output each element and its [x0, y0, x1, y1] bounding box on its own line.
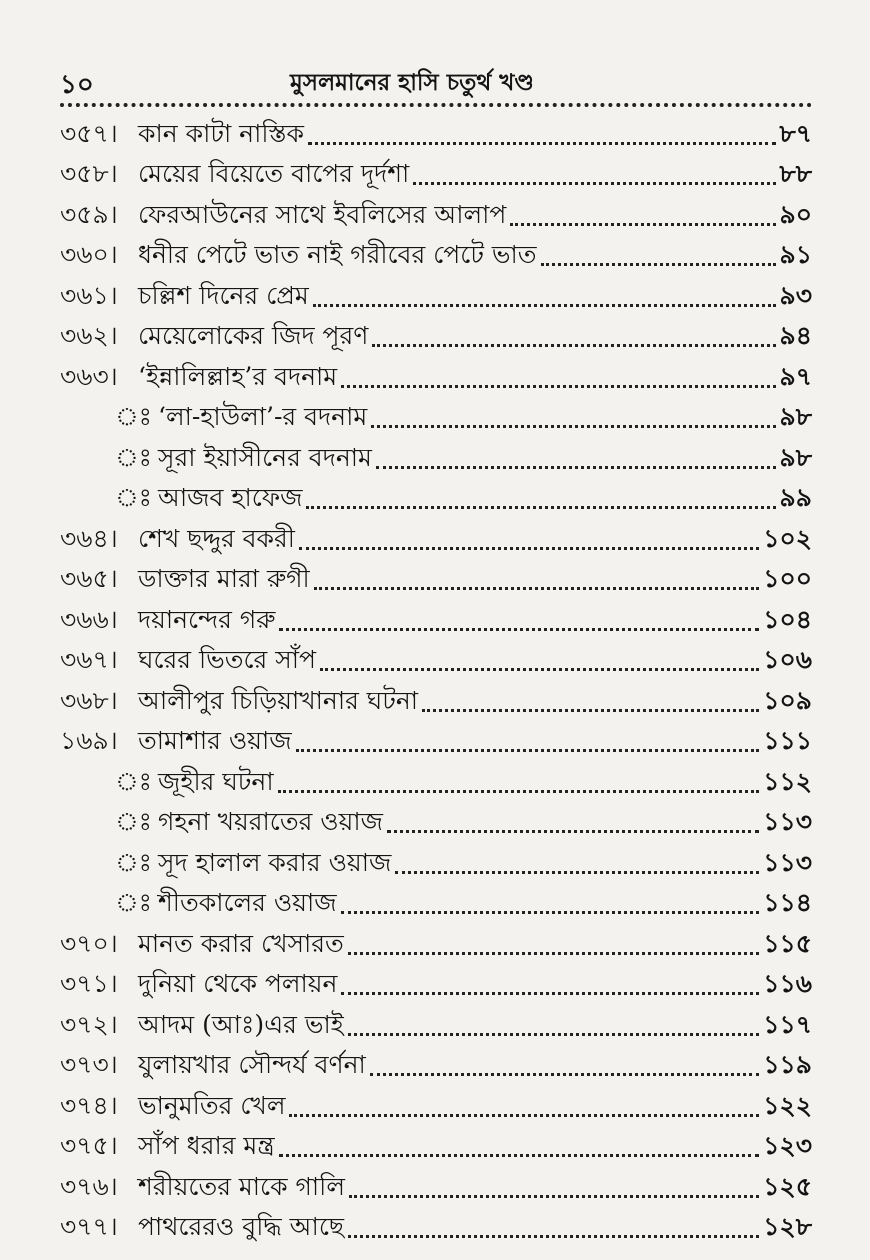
entry-title: ‘ইন্নালিল্লাহ’র বদনাম [138, 361, 338, 391]
entry-page-number: ১১২ [763, 766, 812, 796]
entry-page-number: ১০২ [763, 523, 812, 553]
dot-leader [341, 992, 759, 995]
entry-title: পাথরেরও বুদ্ধি আছে [138, 1212, 345, 1242]
toc-entry [60, 1047, 812, 1088]
entry-title: শেখ ছদ্দুর বকরী [138, 523, 295, 553]
entry-page-number: ৯৯ [779, 483, 812, 513]
toc-entry [60, 520, 812, 561]
dot-leader [279, 628, 759, 631]
entry-number: ঃ [115, 807, 152, 837]
dot-leader [395, 871, 759, 874]
entry-page-number: ৯৩ [779, 280, 812, 310]
dot-leader [341, 911, 760, 914]
entry-page-number: ১২৮ [763, 1212, 812, 1242]
dot-leader [422, 709, 759, 712]
entry-page-number: ৯৪ [779, 321, 812, 351]
entry-title: মানত করার খেসারত [138, 928, 344, 958]
entry-page-number: ১১৫ [763, 928, 812, 958]
toc-subentry [60, 804, 812, 845]
dot-leader [314, 587, 760, 590]
entry-title: আজব হাফেজ [158, 483, 303, 513]
dot-leader [279, 1154, 760, 1157]
page-header [60, 60, 812, 100]
entry-page-number: ১২২ [763, 1090, 812, 1120]
entry-title: যুলায়খার সৌন্দর্য বর্ণনা [138, 1050, 366, 1080]
entry-title: দয়ানন্দের গরু [138, 604, 276, 634]
entry-number: ৩৭৪। [60, 1090, 118, 1120]
toc-entry [60, 1168, 812, 1209]
toc-entry [60, 723, 812, 764]
toc-subentry [60, 399, 812, 440]
dot-leader [510, 223, 775, 226]
entry-number: ৩৫৮। [60, 159, 118, 189]
entry-number: ৩৬৬। [60, 604, 118, 634]
table-of-contents [60, 115, 812, 1249]
toc-entry [60, 318, 812, 359]
entry-page-number: ১০৪ [763, 604, 812, 634]
entry-page-number: ১১৪ [763, 888, 812, 918]
toc-entry [60, 156, 812, 197]
toc-entry [60, 925, 812, 966]
dot-leader [308, 142, 776, 145]
dot-leader [348, 1033, 760, 1036]
dot-leader [320, 668, 759, 671]
header-divider [60, 103, 812, 107]
entry-page-number: ৯৭ [779, 361, 812, 391]
entry-title: ‘লা-হাউলা’-র বদনাম [158, 402, 368, 432]
dot-leader [278, 790, 760, 793]
entry-title: ঘরের ভিতরে সাঁপ [138, 645, 316, 675]
entry-number: ৩৭৫। [60, 1131, 118, 1161]
toc-entry [60, 358, 812, 399]
dot-leader [370, 1073, 760, 1076]
toc-subentry [60, 844, 812, 885]
toc-entry [60, 1087, 812, 1128]
entry-number: ৩৭৭। [60, 1212, 118, 1242]
entry-number: ৩৬০। [60, 240, 118, 270]
entry-number: ৩৭০। [60, 928, 118, 958]
entry-page-number: ৮৮ [779, 159, 812, 189]
entry-title: শরীয়তের মাকে গালি [138, 1171, 345, 1201]
entry-page-number: ১১৩ [763, 847, 812, 877]
entry-title: দুনিয়া থেকে পলায়ন [138, 969, 338, 999]
entry-number: ৩৬২। [60, 321, 118, 351]
entry-title: মেয়েলোকের জিদ পূরণ [138, 321, 369, 351]
entry-title: ভানুমতির খেল [138, 1090, 286, 1120]
toc-subentry [60, 763, 812, 804]
toc-entry [60, 196, 812, 237]
entry-page-number: ১১৬ [763, 969, 812, 999]
entry-page-number: ১১১ [763, 726, 812, 756]
toc-entry [60, 237, 812, 278]
entry-number: ৩৭২। [60, 1009, 118, 1039]
dot-leader [299, 547, 759, 550]
entry-page-number: ৮৭ [779, 118, 812, 148]
toc-subentry [60, 885, 812, 926]
toc-entry [60, 682, 812, 723]
entry-title: ফেরআউনের সাথে ইবলিসের আলাপ [138, 199, 507, 229]
toc-entry [60, 1006, 812, 1047]
entry-page-number: ১০৯ [763, 685, 812, 715]
entry-number: ৩৫৭। [60, 118, 118, 148]
entry-number: ঃ [115, 766, 152, 796]
entry-number: ৩৭১। [60, 969, 118, 999]
entry-page-number: ১১৯ [763, 1050, 812, 1080]
dot-leader [289, 1114, 759, 1117]
entry-page-number: ১২৩ [763, 1131, 812, 1161]
entry-title: সাঁপ ধরার মন্ত্র [138, 1131, 275, 1161]
dot-leader [296, 749, 760, 752]
entry-number: ঃ [115, 402, 152, 432]
entry-page-number: ১১৭ [763, 1009, 812, 1039]
dot-leader [348, 952, 760, 955]
entry-title: কান কাটা নাস্তিক [138, 118, 304, 148]
dot-leader [372, 344, 775, 347]
toc-entry [60, 601, 812, 642]
entry-title: আলীপুর চিড়িয়াখানার ঘটনা [138, 685, 419, 715]
dot-leader [541, 263, 776, 266]
toc-entry [60, 277, 812, 318]
entry-page-number: ১২৫ [763, 1171, 812, 1201]
entry-title: জূহীর ঘটনা [158, 766, 274, 796]
entry-title: সূদ হালাল করার ওয়াজ [158, 847, 392, 877]
dot-leader [376, 466, 776, 469]
entry-number: ঃ [115, 483, 152, 513]
entry-number: ৩৬৫। [60, 564, 118, 594]
toc-subentry [60, 439, 812, 480]
dot-leader [371, 425, 775, 428]
entry-number: ৩৬৭। [60, 645, 118, 675]
entry-title: ধনীর পেটে ভাত নাই গরীবের পেটে ভাত [138, 240, 537, 270]
entry-number: ৩৬৩। [60, 361, 118, 391]
entry-number: ঃ [115, 442, 152, 472]
entry-page-number: ৯০ [779, 199, 812, 229]
dot-leader [348, 1235, 759, 1238]
entry-title: চল্লিশ দিনের প্রেম [138, 280, 309, 310]
entry-page-number: ১০০ [763, 564, 812, 594]
toc-entry [60, 966, 812, 1007]
entry-page-number: ৯১ [779, 240, 812, 270]
entry-number: ৩৬৪। [60, 523, 118, 553]
toc-entry [60, 642, 812, 683]
entry-page-number: ১০৬ [763, 645, 812, 675]
entry-page-number: ১১৩ [763, 807, 812, 837]
entry-number: ৩৬৮। [60, 685, 118, 715]
entry-title: ডাক্তার মারা রুগী [138, 564, 310, 594]
entry-page-number: ৯৮ [779, 402, 812, 432]
toc-entry [60, 115, 812, 156]
dot-leader [413, 182, 775, 185]
dot-leader [387, 830, 759, 833]
entry-title: তামাশার ওয়াজ [138, 726, 292, 756]
entry-title: আদম (আঃ)এর ভাই [138, 1009, 344, 1039]
entry-number: ১৬৯। [60, 726, 118, 756]
dot-leader [341, 385, 775, 388]
page-number: ১০ [60, 70, 94, 100]
entry-page-number: ৯৮ [779, 442, 812, 472]
entry-title: সূরা ইয়াসীনের বদনাম [158, 442, 372, 472]
entry-number: ৩৫৯। [60, 199, 118, 229]
entry-number: ৩৭৩। [60, 1050, 118, 1080]
entry-title: মেয়ের বিয়েতে বাপের দূর্দশা [138, 159, 410, 189]
entry-number: ঃ [115, 888, 152, 918]
book-title: মুসলমানের হাসি চতুর্থ খণ্ড [290, 69, 534, 96]
toc-entry [60, 561, 812, 602]
dot-leader [313, 304, 776, 307]
entry-number: ৩৭৬। [60, 1171, 118, 1201]
entry-number: ৩৬১। [60, 280, 118, 310]
dot-leader [349, 1195, 759, 1198]
entry-title: গহনা খয়রাতের ওয়াজ [158, 807, 384, 837]
toc-entry [60, 1128, 812, 1169]
dot-leader [306, 506, 775, 509]
entry-title: শীতকালের ওয়াজ [158, 888, 337, 918]
toc-subentry [60, 480, 812, 521]
entry-number: ঃ [115, 847, 152, 877]
toc-entry [60, 1209, 812, 1250]
